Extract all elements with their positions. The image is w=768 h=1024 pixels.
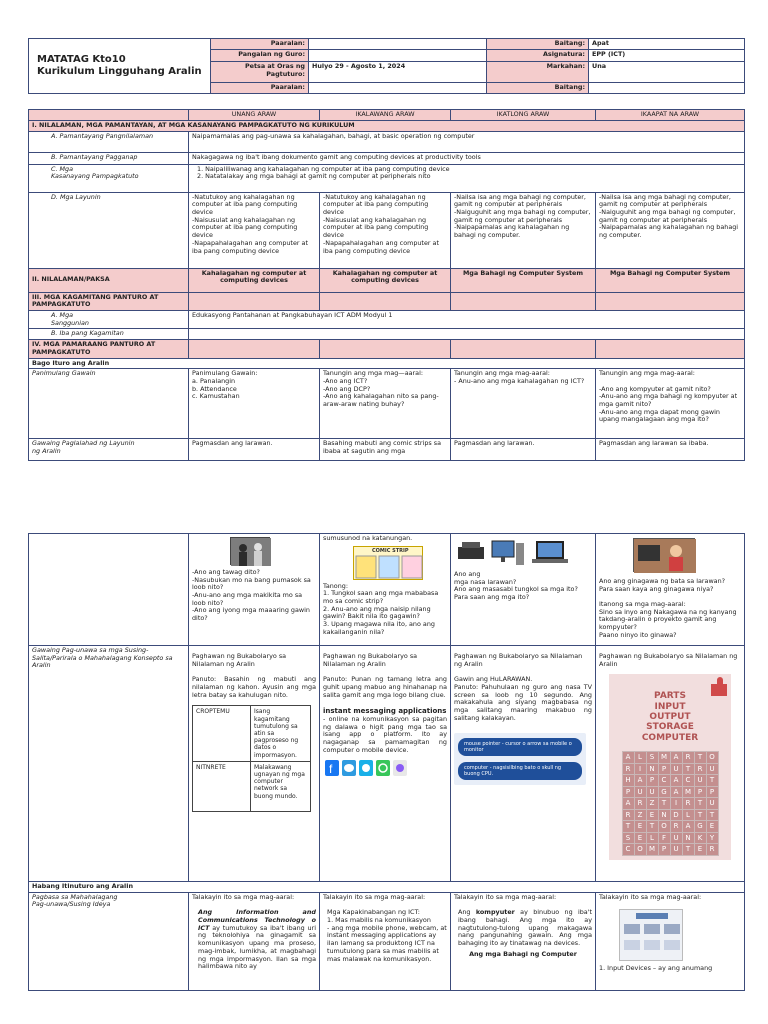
word-grid-cell[interactable]: O (706, 752, 718, 764)
document-header (28, 38, 744, 94)
word-grid-row (622, 763, 718, 775)
pag-unawa-day3-title: Paghawan ng Bukabolaryo sa Nilalaman ng Aralin (454, 652, 583, 668)
word-grid-cell[interactable]: U (706, 763, 718, 775)
word-grid-cell[interactable]: A (670, 775, 682, 787)
laptop-icon (530, 539, 570, 567)
word-grid-row (622, 809, 718, 821)
word-grid-row (622, 786, 718, 798)
word-grid-cell[interactable]: A (670, 752, 682, 764)
word-grid-row (622, 752, 718, 764)
word-grid-cell[interactable]: G (658, 786, 670, 798)
pag-unawa-day2-title: Paghawan ng Bukabolaryo sa Nilalaman ng Aralin (323, 652, 418, 668)
empty-cell (596, 292, 745, 310)
pagbasa-day1-paragraph (192, 909, 316, 971)
word-grid-cell[interactable]: O (658, 821, 670, 833)
word-grid-cell[interactable]: T (682, 844, 694, 856)
section4-title: IV. MGA PAMARAANG PANTURO AT PAMPAGKATUTO (29, 340, 189, 358)
panimulang-day1: Panimulang Gawain: a. Panalangin b. Attendance c. Kamustahan (189, 369, 320, 439)
kompyuter-pre: Ang (458, 908, 471, 917)
document-title-line1: MATATAG Kto10 (37, 53, 126, 65)
pagbasa-day1 (189, 892, 320, 990)
word-grid-cell[interactable]: A (670, 786, 682, 798)
typewriter-icon (456, 539, 486, 561)
word-grid-cell[interactable]: I (670, 798, 682, 810)
iba-pang-kagamitan-value (189, 329, 745, 340)
pag-unawa-day3 (451, 646, 596, 882)
empty-cell (189, 340, 320, 358)
word-grid-cell[interactable]: T (694, 809, 706, 821)
pagbasa-day4 (596, 892, 745, 990)
word-grid-cell[interactable]: H (622, 775, 634, 787)
word-grid-cell[interactable]: U (670, 832, 682, 844)
word-grid-cell[interactable]: M (646, 844, 658, 856)
paksa-day3: Mga Bahagi ng Computer System (451, 268, 596, 292)
pamantayang-pangnilalaman-value: Naipamamalas ang pag-unawa sa kahalagahan, bahagi, at basic operation ng computer (189, 131, 745, 152)
word-grid-cell[interactable]: C (622, 844, 634, 856)
word-grid-cell[interactable]: E (694, 844, 706, 856)
paglalahad-cont-day1-text: -Ano ang tawag dito? -Nasubukan mo na bang pumasok sa loob nito? -Anu-ano ang mga makikita mo sa loob nito? -Ano ang iyong mga maaaring gawin dito? (192, 568, 311, 623)
computer-pill: computer - nagsisilbing bato o skull ng buong CPU. (458, 762, 582, 780)
paglalahad-label: Gawaing Paglalahad ng Layunin ng Aralin (29, 439, 189, 461)
paksa-day4: Mga Bahagi ng Computer System (596, 268, 745, 292)
vocabulary-table (192, 705, 311, 811)
layunin-day4: -Nailsa isa ang mga bahagi ng computer, gamit ng computer at peripherals -Naiguguhit ang mga bahagi ng computer, gamit ng computer at peripherals -Naipapamalas ang kahalagahan ng bahagi ng computer. (596, 192, 745, 268)
kompyuter-term: kompyuter (475, 908, 515, 917)
sanggunian-value: Edukasyong Pantahanan at Pangkabuhayan ICT ADM Modyul 1 (189, 311, 745, 329)
word-grid-cell[interactable]: E (706, 821, 718, 833)
word-grid-cell[interactable]: R (634, 798, 646, 810)
poster-word-computer: COMPUTER (641, 732, 699, 743)
word-grid-cell[interactable]: P (706, 786, 718, 798)
lesson-plan-table (28, 109, 744, 461)
word-grid-cell[interactable]: U (646, 786, 658, 798)
paglalahad-day3: Pagmasdan ang larawan. (451, 439, 596, 461)
pagbasa-day3-intro: Talakayin ito sa mga mag-aaral: (454, 892, 557, 901)
pag-unawa-day2-subtitle: instant messaging applications (323, 707, 447, 716)
word-grid-cell[interactable]: N (682, 832, 694, 844)
pamantayang-pangnilalaman-label: A. Pamantayang Pangnilalaman (29, 131, 189, 152)
word-grid-cell[interactable]: T (622, 821, 634, 833)
child-using-computer-photo (633, 538, 695, 572)
word-grid-cell[interactable]: R (670, 821, 682, 833)
ict-definition-text: ay tumutukoy sa iba't ibang uri ng teknolohiya na ginagamit sa komunikasyon upang ma proseso, mag-imbak, lumikha, at magbahagi ng mga impormasyon. Ilan sa mga halimbawa nito ay (198, 923, 316, 971)
desktop-computer-icon (490, 539, 526, 569)
word-grid-cell[interactable]: T (694, 752, 706, 764)
pagbasa-day2 (320, 892, 451, 990)
word-grid-cell[interactable]: T (694, 798, 706, 810)
poster-word-storage: STORAGE (646, 722, 694, 733)
vocab-word-1: CROPTEMU (193, 706, 251, 761)
word-grid-cell[interactable]: T (682, 763, 694, 775)
puzzle-piece-icon (707, 676, 729, 698)
word-grid-cell[interactable]: R (706, 844, 718, 856)
guro-value[interactable] (309, 50, 487, 62)
asignatura-value[interactable]: EPP (ICT) (589, 50, 745, 62)
pamantayang-pagganap-label: B. Pamantayang Pagganap (29, 152, 189, 164)
word-grid-cell[interactable]: E (634, 832, 646, 844)
pag-unawa-day2-subtext: - online na komunikasyon sa pagitan ng dalawa o higit pang mga tao sa isang app o platform. Ito ay nagaganap sa pamamagitan ng computer o mobile device. (323, 714, 447, 754)
day2-header: IKALAWANG ARAW (320, 110, 451, 121)
word-grid-cell[interactable]: Y (706, 832, 718, 844)
markahan-label: Markahan: (487, 62, 589, 82)
comic-strip-image (353, 546, 423, 580)
word-grid-cell[interactable]: S (646, 752, 658, 764)
paglalahad-cont-day3-text: Ano ang mga nasa larawan? Ano ang masasabi tungkol sa mga ito? Para saan ang mga ito? (454, 570, 578, 602)
document-title-line2: Kurikulum Lingguhang Aralin (37, 66, 202, 77)
vocab-definition-2: Malakawang ugnayan ng mga computer network sa buong mundo. (251, 761, 311, 811)
paglalahad-cont-day2-text: Tanong: 1. Tungkol saan ang mga mababasa mo sa comic strip? 2. Anu-ano ang mga naisip nilang gawin? Bakit nila ito gagawin? 3. Upang magawa nila ito, ano ang kakailanganin nila? (323, 581, 439, 636)
word-grid-cell[interactable]: L (682, 809, 694, 821)
day1-header: UNANG ARAW (189, 110, 320, 121)
ict-definition-term: Ang Information and Communications Technology o ICT (198, 908, 316, 932)
empty-cell (451, 340, 596, 358)
comic-panels-icon (354, 555, 424, 581)
section2-title: II. NILALAMAN/PAKSA (29, 268, 189, 292)
word-grid-cell[interactable]: C (682, 775, 694, 787)
vocab-definition-1: Isang kagamitang tumutulong sa atin sa pagproseso ng datos o impormasyon. (251, 706, 311, 761)
bago-ituro-title: Bago Ituro ang Aralin (29, 358, 745, 369)
facebook-icon (325, 760, 339, 776)
whatsapp-icon (376, 760, 390, 776)
paaralan2-label: Paaralan: (211, 82, 309, 93)
bahagi-ng-computer-heading: Ang mga Bahagi ng Computer (469, 949, 577, 958)
layunin-day1: -Natutukoy ang kahalagahan ng computer at iba pang computing device -Naisusulat ang kahalagahan ng computer at iba pang computing device -Napapahalagahan ang computer at iba pang computing device (189, 192, 320, 268)
word-grid-row (622, 798, 718, 810)
word-grid-cell[interactable]: T (706, 775, 718, 787)
child-computer-icon (634, 539, 696, 573)
word-grid-row (622, 821, 718, 833)
word-search-grid (622, 751, 719, 856)
paksa-day1: Kahalagahan ng computer at computing devices (189, 268, 320, 292)
word-grid-cell[interactable]: D (670, 809, 682, 821)
word-grid-cell[interactable]: C (658, 775, 670, 787)
pag-unawa-day1-text: Panuto: Basahin ng mabuti ang nilalaman ng kahon. Ayusin ang mga letra batay sa kahulugan nito. (192, 675, 316, 699)
classroom-photo (230, 537, 270, 565)
word-grid-cell[interactable]: R (622, 763, 634, 775)
poster-word-output: OUTPUT (649, 712, 691, 723)
word-grid-cell[interactable]: G (694, 821, 706, 833)
kasanayang-pampagkatuto-label: C. Mga Kasanayang Pampagkatuto (29, 164, 189, 192)
pagbasa-day4-intro: Talakayin ito sa mga mag-aaral: (599, 892, 702, 901)
pag-unawa-day3-text: Gawin ang HuLARAWAN. Panuto: Pahuhulaan ng guro ang nasa TV screen sa loob ng 10 segundo. Ang makakahula ang siyang magbabasa ng mga salitang maaring makabuo ng salitang kalakayan. (454, 675, 592, 722)
pag-unawa-day2-text: Panuto: Punan ng tamang letra ang guhit upang mabuo ang hinahanap na salita gamit ang mga logo bilang clue. (323, 675, 447, 699)
markahan-value[interactable]: Una (589, 62, 745, 82)
word-grid-cell[interactable]: Z (634, 809, 646, 821)
word-grid-cell[interactable]: A (634, 775, 646, 787)
word-grid-cell[interactable]: F (658, 832, 670, 844)
pamantayang-pagganap-value: Nakagagawa ng iba't ibang dokumento gamit ang computing devices at productivity tools (189, 152, 745, 164)
kasanayang-item-1: 1. Naipaliliwanag ang kahalagahan ng computer at iba pang computing device (197, 164, 450, 173)
kompyuter-text: ay binubuo ng iba't ibang bahagi. Ang mga ito ay nagtutulong-tulong upang makagawa nang pangunahing gawain. Ang mga bahaging ito ay tinatawag na devices. (458, 908, 592, 948)
computer-parts-diagram-icon (620, 910, 684, 962)
pagbasa-day1-intro: Talakayin ito sa mga mag-aaral: (192, 892, 295, 901)
paaralan-label: Paaralan: (211, 39, 309, 50)
word-grid-cell[interactable]: T (706, 809, 718, 821)
habang-itinuturo-title: Habang Itinuturo ang Aralin (29, 882, 745, 893)
petsa-value[interactable]: Hulyo 29 - Agosto 1, 2024 (309, 62, 487, 82)
baitang-label: Baitang: (487, 39, 589, 50)
section3-title: III. MGA KAGAMITANG PANTURO AT PAMPAGKATUTO (29, 292, 189, 310)
paglalahad-cont-day2-top: sumusunod na katanungan. (323, 534, 413, 542)
pag-unawa-day2 (320, 646, 451, 882)
comic-strip-label: COMIC STRIP (372, 547, 409, 554)
paglalahad-cont-day1 (189, 534, 320, 646)
empty-label-cell (29, 534, 189, 646)
poster-word-parts: PARTS (654, 691, 686, 702)
word-grid-row (622, 832, 718, 844)
baitang-value[interactable]: Apat (589, 39, 745, 50)
empty-cell (189, 292, 320, 310)
word-grid-cell[interactable]: U (694, 775, 706, 787)
word-grid-cell[interactable]: S (622, 832, 634, 844)
day3-header: IKATLONG ARAW (451, 110, 596, 121)
pagbasa-day4-text: 1. Input Devices – ay ang anumang (599, 964, 713, 973)
guro-label: Pangalan ng Guro: (211, 50, 309, 62)
devices-images (456, 539, 592, 569)
mga-layunin-label: D. Mga Layunin (29, 192, 189, 268)
computer-parts-diagram (619, 909, 683, 961)
section1-title: I. NILALAMAN, MGA PAMANTAYAN, AT MGA KASANAYANG PAMPAGKATUTO NG KURIKULUM (29, 121, 745, 132)
svg-text:f: f (329, 762, 333, 777)
empty-cell (451, 292, 596, 310)
word-grid-cell[interactable]: P (646, 775, 658, 787)
pag-unawa-label: Gawaing Pag-unawa sa mga Susing-Salita/Parirala o Mahahalagang Konsepto sa Aralin (29, 646, 189, 882)
messenger-icon (393, 760, 407, 776)
vocab-word-2: NITNRETE (193, 761, 251, 811)
word-grid-cell[interactable]: U (706, 798, 718, 810)
empty-cell (320, 292, 451, 310)
panimulang-day4: Tanungin ang mga mag-aaral: -Ano ang kompyuter at gamit nito? -Anu-ano ang mga bahagi ng kompyuter at mga gamit nito? -Anu-ano ang mga dapat mong gawin upang mangalagaan ang mga ito? (596, 369, 745, 439)
skype-icon (359, 760, 373, 776)
paksa-day2: Kahalagahan ng computer at computing devices (320, 268, 451, 292)
pagbasa-day3 (451, 892, 596, 990)
empty-cell (320, 340, 451, 358)
word-grid-cell[interactable]: U (670, 844, 682, 856)
pag-unawa-day4-title: Paghawan ng Bukabolaryo sa Nilalaman ng Aralin (599, 652, 738, 668)
paglalahad-cont-day4-text: Ano ang ginagawa ng bata sa larawan? Para saan kaya ang ginagawa niya? Itanong sa mga mag-aaral: Sino sa inyo ang Nakagawa na ng kanyang takdang-aralin o proyekto gamit ang kompyuter? Paano ninyo ito ginawa? (599, 577, 737, 639)
kasanayang-item-2: 2. Natatalakay ang mga bahagi at gamit ng computer at peripherals nito (197, 172, 431, 181)
empty-cell (596, 340, 745, 358)
word-grid-cell[interactable]: I (634, 763, 646, 775)
pag-unawa-day4 (596, 646, 745, 882)
word-grid-cell[interactable]: T (658, 798, 670, 810)
word-grid-row (622, 775, 718, 787)
baitang2-value[interactable] (589, 82, 745, 93)
petsa-label: Petsa at Oras ng Pagtuturo: (211, 62, 309, 82)
panimulang-day3: Tanungin ang mga mag-aaral: - Anu-ano ang mga kahalagahan ng ICT? (451, 369, 596, 439)
word-grid-cell[interactable]: E (634, 821, 646, 833)
word-grid-cell[interactable]: P (694, 786, 706, 798)
word-search-poster (609, 674, 731, 859)
word-grid-cell[interactable]: Z (646, 798, 658, 810)
panimulang-day2: Tanungin ang mga mag—aaral: -Ano ang ICT? -Ano ang DCP? -Ano ang kahalagahan nito sa pang-araw-araw nating buhay? (320, 369, 451, 439)
word-grid-cell[interactable]: E (646, 809, 658, 821)
word-grid-cell[interactable]: A (622, 798, 634, 810)
layunin-day3: -Nailsa isa ang mga bahagi ng computer, gamit ng computer at peripherals -Naiguguhit ang mga bahagi ng computer, gamit ng computer at peripherals -Naipapamalas ang kahalagahan ng bahagi ng computer. (451, 192, 596, 268)
word-grid-cell[interactable]: N (646, 763, 658, 775)
poster-word-input: INPUT (654, 701, 686, 712)
pag-unawa-day1-title: Paghawan ng Bukabolaryo sa Nilalaman ng Aralin (192, 652, 287, 668)
hulaawan-box (454, 733, 586, 785)
word-grid-cell[interactable]: P (658, 844, 670, 856)
asignatura-label: Asignatura: (487, 50, 589, 62)
word-grid-cell[interactable]: R (622, 809, 634, 821)
pagbasa-day2-text: Mga Kapakinabangan ng ICT: 1. Mas mabilis na komunikasyon - ang mga mobile phone, webcam, at instant messaging applications ay ilan lamang sa produktong ICT na tumutulong para sa mas mabilis at mas malawak na komunikasyon. (327, 908, 447, 963)
paglalahad-cont-day2 (320, 534, 451, 646)
word-grid-cell[interactable]: U (634, 786, 646, 798)
paglalahad-cont-day4 (596, 534, 745, 646)
chat-bubble-icon (342, 760, 356, 776)
paaralan2-value[interactable] (309, 82, 487, 93)
messaging-app-logos (325, 760, 447, 776)
panimulang-gawain-label: Panimulang Gawain (29, 369, 189, 439)
baitang2-label: Baitang: (487, 82, 589, 93)
word-grid-row (622, 844, 718, 856)
word-grid-cell[interactable]: R (682, 798, 694, 810)
word-grid-cell[interactable]: K (694, 832, 706, 844)
corner-cell (29, 110, 189, 121)
pagbasa-day2-intro: Talakayin ito sa mga mag-aaral: (323, 892, 426, 901)
pagbasa-day3-paragraph (454, 909, 592, 947)
word-grid-cell[interactable]: R (694, 763, 706, 775)
paglalahad-cont-day3 (451, 534, 596, 646)
word-grid-cell[interactable]: L (634, 752, 646, 764)
word-grid-cell[interactable]: A (682, 821, 694, 833)
kasanayang-pampagkatuto-value (189, 164, 745, 192)
header-title-cell (29, 39, 211, 94)
word-grid-cell[interactable]: T (646, 821, 658, 833)
iba-pang-kagamitan-label: B. Iba pang Kagamitan (29, 329, 189, 340)
people-silhouette-icon (231, 538, 271, 566)
word-grid-cell[interactable]: P (622, 786, 634, 798)
word-grid-cell[interactable]: P (658, 763, 670, 775)
word-grid-cell[interactable]: A (622, 752, 634, 764)
mouse-pointer-pill: mouse pointer - cursor o arrow sa mobile o monitor (458, 738, 582, 756)
pagbasa-label: Pagbasa sa Mahahalagang Pag-unawa/Susing Ideya (29, 892, 189, 990)
word-grid-cell[interactable]: N (658, 809, 670, 821)
day4-header: IKAAPAT NA ARAW (596, 110, 745, 121)
pag-unawa-day1 (189, 646, 320, 882)
word-grid-cell[interactable]: M (682, 786, 694, 798)
word-grid-cell[interactable]: R (682, 752, 694, 764)
lesson-plan-table-page2 (28, 533, 744, 991)
word-grid-cell[interactable]: U (670, 763, 682, 775)
word-grid-cell[interactable]: M (658, 752, 670, 764)
sanggunian-label: A. Mga Sanggunian (29, 311, 189, 329)
word-grid-cell[interactable]: O (634, 844, 646, 856)
paaralan-value[interactable] (309, 39, 487, 50)
word-grid-cell[interactable]: L (646, 832, 658, 844)
paglalahad-day2: Basahing mabuti ang comic strips sa ibaba at sagutin ang mga (320, 439, 451, 461)
paglalahad-day1: Pagmasdan ang larawan. (189, 439, 320, 461)
paglalahad-day4: Pagmasdan ang larawan sa ibaba. (596, 439, 745, 461)
layunin-day2: -Natutukoy ang kahalagahan ng computer at iba pang computing device -Naisusulat ang kahalagahan ng computer at iba pang computing device -Napapahalagahan ang computer at iba pang computing device (320, 192, 451, 268)
